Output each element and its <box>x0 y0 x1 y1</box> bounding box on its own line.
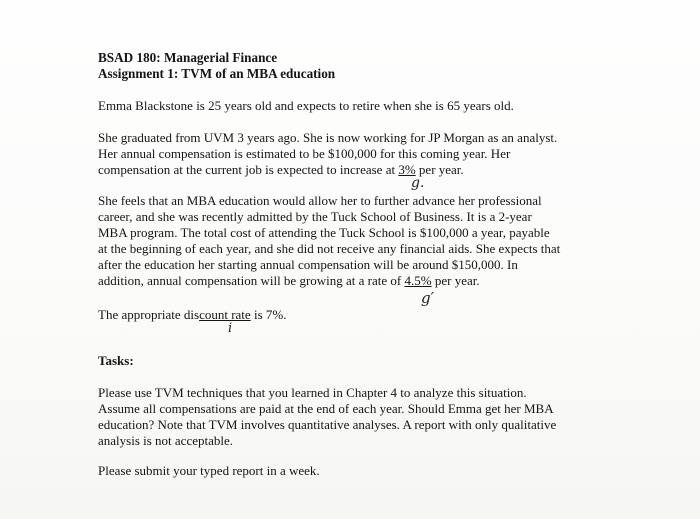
handwritten-g-prime-annotation: g′ <box>421 289 435 307</box>
mba-paragraph <box>98 193 608 289</box>
post-mba-growth-rate: 4.5% <box>404 273 432 288</box>
tasks-heading-block <box>98 353 608 369</box>
header-block <box>98 50 608 82</box>
para3-line-2: career, and she was recently admitted by the Tuck School of Business. It is a 2-year <box>98 209 532 224</box>
handwritten-i-annotation: i <box>228 321 233 336</box>
background-paragraph <box>98 130 608 178</box>
para3-line-1: She feels that an MBA education would allow her to further advance her professional <box>98 193 542 208</box>
para3-line-6-end: per year. <box>431 273 480 288</box>
para3-line-6 <box>98 273 608 289</box>
para3-line-3: MBA program. The total cost of attending the Tuck School is $100,000 a year, payable <box>98 225 550 240</box>
para2-line-3 <box>98 162 608 178</box>
handwritten-g-annotation: g. <box>411 175 425 191</box>
discount-paragraph <box>98 307 608 323</box>
para2-line-1: She graduated from UVM 3 years ago. She is now working for JP Morgan as an analyst. <box>98 130 558 145</box>
para2-line-3-text: compensation at the current job is expected to increase at <box>98 162 399 177</box>
intro-paragraph <box>98 98 608 114</box>
submit-line: Please submit your typed report in a week. <box>98 463 320 478</box>
para3-line-6-text: addition, annual compensation will be growing at a rate of <box>98 273 405 288</box>
para3-line-5: after the education her starting annual compensation will be around $150,000. In <box>98 257 518 272</box>
tasks-line-4: analysis is not acceptable. <box>98 433 234 448</box>
tasks-line-2: Assume all compensations are paid at the end of each year. Should Emma get her MBA <box>98 401 554 416</box>
para3-line-4: at the beginning of each year, and she did not receive any financial aids. She expects that <box>98 241 561 256</box>
tasks-heading: Tasks: <box>98 353 134 368</box>
discount-rate-phrase: count rate <box>199 307 251 322</box>
tasks-line-3: education? Note that TVM involves quantitative analyses. A report with only qualitative <box>98 417 557 432</box>
discount-text-end: is 7%. <box>250 307 287 322</box>
discount-text: The appropriate dis <box>98 307 200 322</box>
submit-paragraph <box>98 463 608 479</box>
tasks-paragraph <box>98 385 608 449</box>
assignment-title: Assignment 1: TVM of an MBA education <box>98 66 336 81</box>
discount-line <box>98 307 608 323</box>
para2-line-3-end: per year. <box>415 162 464 177</box>
tasks-line-1: Please use TVM techniques that you learned in Chapter 4 to analyze this situation. <box>98 385 527 400</box>
intro-line: Emma Blackstone is 25 years old and expects to retire when she is 65 years old. <box>98 98 514 113</box>
para2-line-2: Her annual compensation is estimated to be $100,000 for this coming year. Her <box>98 146 511 161</box>
course-title: BSAD 180: Managerial Finance <box>98 50 278 65</box>
current-growth-rate: 3% <box>398 162 416 177</box>
